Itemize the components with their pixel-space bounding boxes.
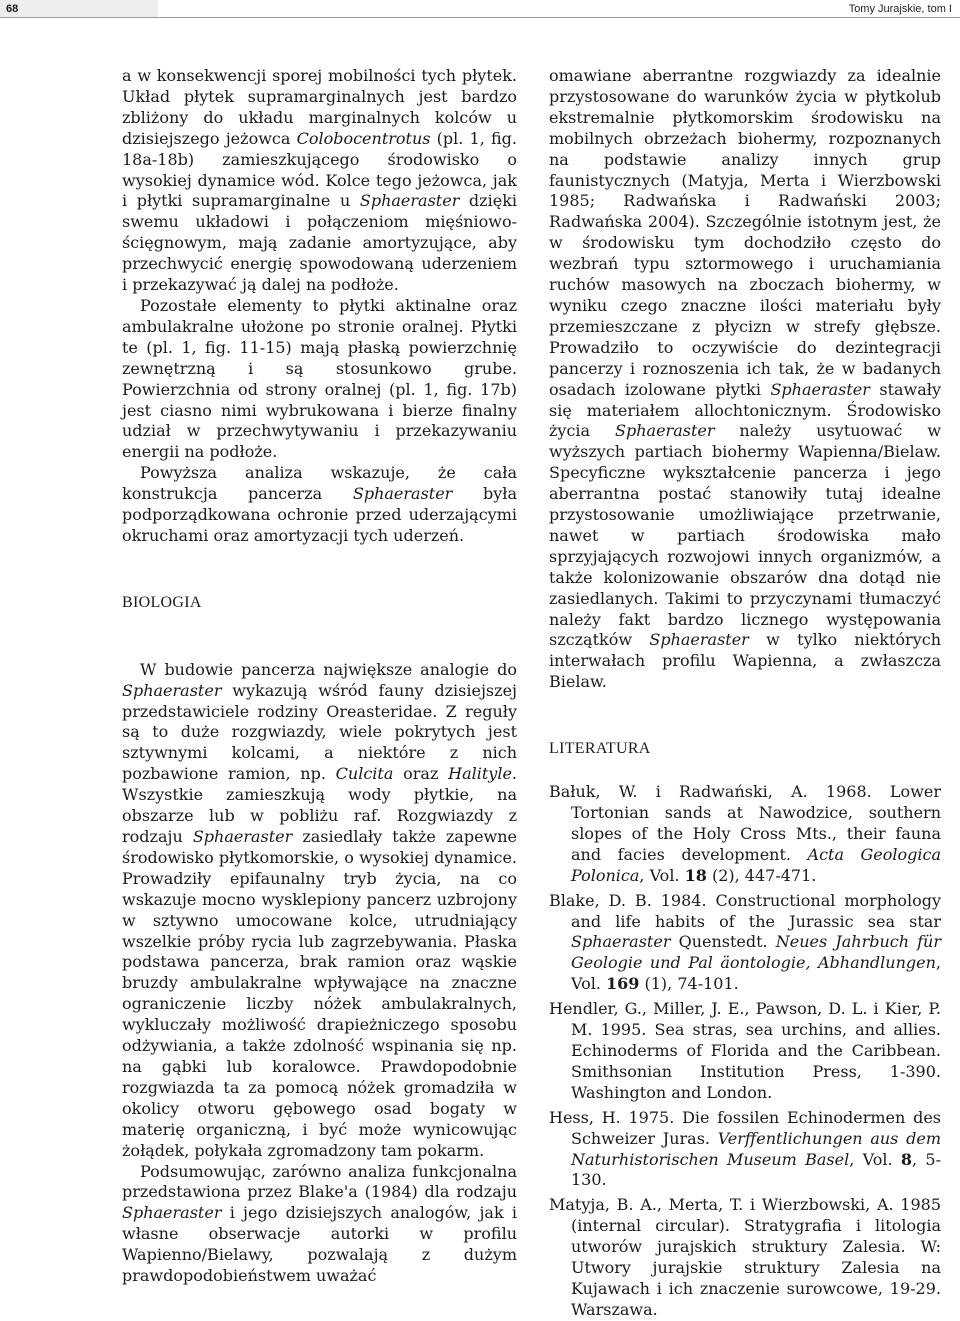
reference-item: Blake, D. B. 1984. Constructional morphology and life habits of the Jurassic sea star Sphaeraster Quenstedt. Neues Jahrbuch für Geologie und Pal äontologie, Abhandlungen, Vol. 169 (1), 74-101. xyxy=(549,890,942,994)
header-rule xyxy=(0,17,960,18)
species-name: Colobocentrotus xyxy=(296,128,431,148)
paragraph: omawiane aberrantne rozgwiazdy za idealnie przystosowane do warunków życia w płytkolub ekstremalnie płytkomorskim środowisku na mobilnych obrzeżach biohermy, rozpoznanych na podstawie analizy innych grup faunistycznych (Matyja, Merta i Wierzbowski 1985; Radwańska i Radwański 2003; Radwańska 2004). Szczególnie istotnym jest, że w środowisku tym dochodziło często do wezbrań typu sztormowego i uruchamiania ruchów masowych na zboczach biohermy, w wyniku czego znaczne ilości materiału były przemieszczane z płycizn w strefy głębsze. Prowadziło to oczywiście do dezintegracji pancerzy i roznoszenia ich tak, że w badanych osadach izolowane płytki Sphaeraster stawały się materiałem allochtonicznym. Środowisko życia Sphaeraster należy usytuować w wyższych partiach biohermy Wapienna/Bielaw. Specyficzne wykształcenie pancerza i jego aberrantna postać stanowiły tutaj idealne przystosowanie umożliwiające przetrwanie, nawet w partiach środowiska mało sprzyjających rozwojowi innych organizmów, a także kolonizowanie obszarów dna dotąd nie zasiedlanych. Takimi to przyczynami tłumaczyć należy fakt bardzo licznego występowania szczątków Sphaeraster w tylko niektórych interwałach profilu Wapienna, a zwłaszcza Bielaw. xyxy=(549,66,942,692)
species-name: Sphaeraster xyxy=(359,191,460,211)
reference-item: Matyja, B. A., Merta, T. i Wierzbowski, A. 1985 (internal circular). Stratygrafia i litologia utworów jurajskich struktury Zalesia. W: Utwory jurajskie struktury Zalesia na Kujawach i ich znaczenie surowcowe, 19-29. Warszawa. xyxy=(549,1195,941,1319)
species-name: Sphaeraster xyxy=(649,630,749,650)
paragraph: Podsumowując, zarówno analiza funkcjonalna przedstawiona przez Blake'a (1984) dla rodzaju Sphaeraster i jego dzisiejszych analogów, jak i własne obserwacje autorki w profilu Wapienno/Bielawy, pozwalają z dużym prawdopodobieństwem uważać xyxy=(122,1161,517,1286)
paragraph: a w konsekwencji sporej mobilności tych płytek. Układ płytek supramarginalnych jest bardzo zbliżony do układu marginalnych kolców u dzisiejszego jeżowca Colobocentrotus (pl. 1, fig. 18a-18b) zamieszkującego środowisko o wysokiej dynamice wód. Kolce tego jeżowca, jak i płytki supramarginalne u Sphaeraster dzięki swemu układowi i połączeniom mięśniowo-ścięgnowym, mają zadanie amortyzujące, aby przechwycić energię spowodowaną uderzeniem i przekazywać ją dalej na podłoże. xyxy=(122,66,517,295)
species-name: Sphaeraster xyxy=(352,484,453,504)
species-name: Sphaeraster xyxy=(122,1203,222,1223)
species-name: Sphaeraster xyxy=(770,379,870,399)
page-header xyxy=(0,0,960,18)
page-number: 68 xyxy=(0,0,158,18)
species-name: Sphaeraster xyxy=(192,827,293,846)
left-column xyxy=(122,66,517,1287)
reference-item: Bałuk, W. i Radwański, A. 1968. Lower Tortonian sands at Nawodzice, southern slopes of the Holy Cross Mts., their fauna and facies development. Acta Geologica Polonica, Vol. 18 (2), 447-471. xyxy=(549,782,942,885)
paragraph: Powyższa analiza wskazuje, że cała konstrukcja pancerza Sphaeraster była podporządkowana ochronie przed uderzającymi okruchami oraz amortyzacji tych uderzeń. xyxy=(122,463,518,545)
reference-item: Hess, H. 1975. Die fossilen Echinodermen des Schweizer Juras. Verffentlichungen aus dem Naturhistorischen Museum Basel, Vol. 8, 5-130. xyxy=(549,1107,942,1190)
section-heading-biologia: BIOLOGIA xyxy=(122,593,202,611)
right-column xyxy=(549,66,941,1321)
genus-name: Culcita xyxy=(335,764,394,784)
reference-item: Hendler, G., Miller, J. E., Pawson, D. L. i Kier, P. M. 1995. Sea stras, sea urchins, and allies. Echinoderms of Florida and the Caribbean. Smithsonian Institution Press, 1-390. Washington and London. xyxy=(549,999,941,1102)
running-title: Tomy Jurajskie, tom I xyxy=(848,3,952,15)
section-heading-literatura: LITERATURA xyxy=(549,740,651,758)
paragraph: Pozostałe elementy to płytki aktinalne oraz ambulakralne ułożone po stronie oralnej. Płytki te (pl. 1, fig. 11-15) mają płaską powierzchnię zewnętrzną i są stosunkowo grube. Powierzchnia od strony oralnej (pl. 1, fig. 17b) jest ciasno nimi wybrukowana i bierze finalny udział w przechwytywaniu i przekazywaniu energii na podłoże. xyxy=(122,295,517,462)
paragraph: W budowie pancerza największe analogie do Sphaeraster wykazują wśród fauny dzisiejszej przedstawiciele rodziny Oreasteridae. Z reguły są to duże rozgwiazdy, wiele pokrytych jest sztywnymi kolcami, a niektóre z nich pozbawione ramion, np. Culcita oraz Halityle. Wszystkie zamieszkują wody płytkie, na obszarze lub w pobliżu raf. Rozgwiazdy z rodzaju Sphaeraster zasiedlały także zapewne środowisko płytkomorskie, o wysokiej dynamice. Prowadziły epifaunalny tryb życia, na co wskazuje mocno wysklepiony pancerz uzbrojony w sztywno umocowane kolce, utrudniający wszelkie próby rycia lub zagrzebywania. Płaska podstawa pancerza, brak ramion oraz wąskie bruzdy ambulakralne wpływające na znaczne ograniczenie liczby nóżek ambulakralnych, wykluczały możliwość drapieżniczego sposobu odżywiania, a także zdolność wspinania się np. na gąbki lub koralowce. Prawdopodobnie rozgwiazda ta za pomocą nóżek gromadziła w okolicy otworu gębowego osad bogaty w materię organiczną, i być może wynicowując żołądek, połykała zgromadzony tam pokarm. xyxy=(122,659,518,1160)
species-name: Sphaeraster xyxy=(122,680,222,700)
species-name: Sphaeraster xyxy=(615,421,715,441)
genus-name: Halityle xyxy=(448,764,512,784)
